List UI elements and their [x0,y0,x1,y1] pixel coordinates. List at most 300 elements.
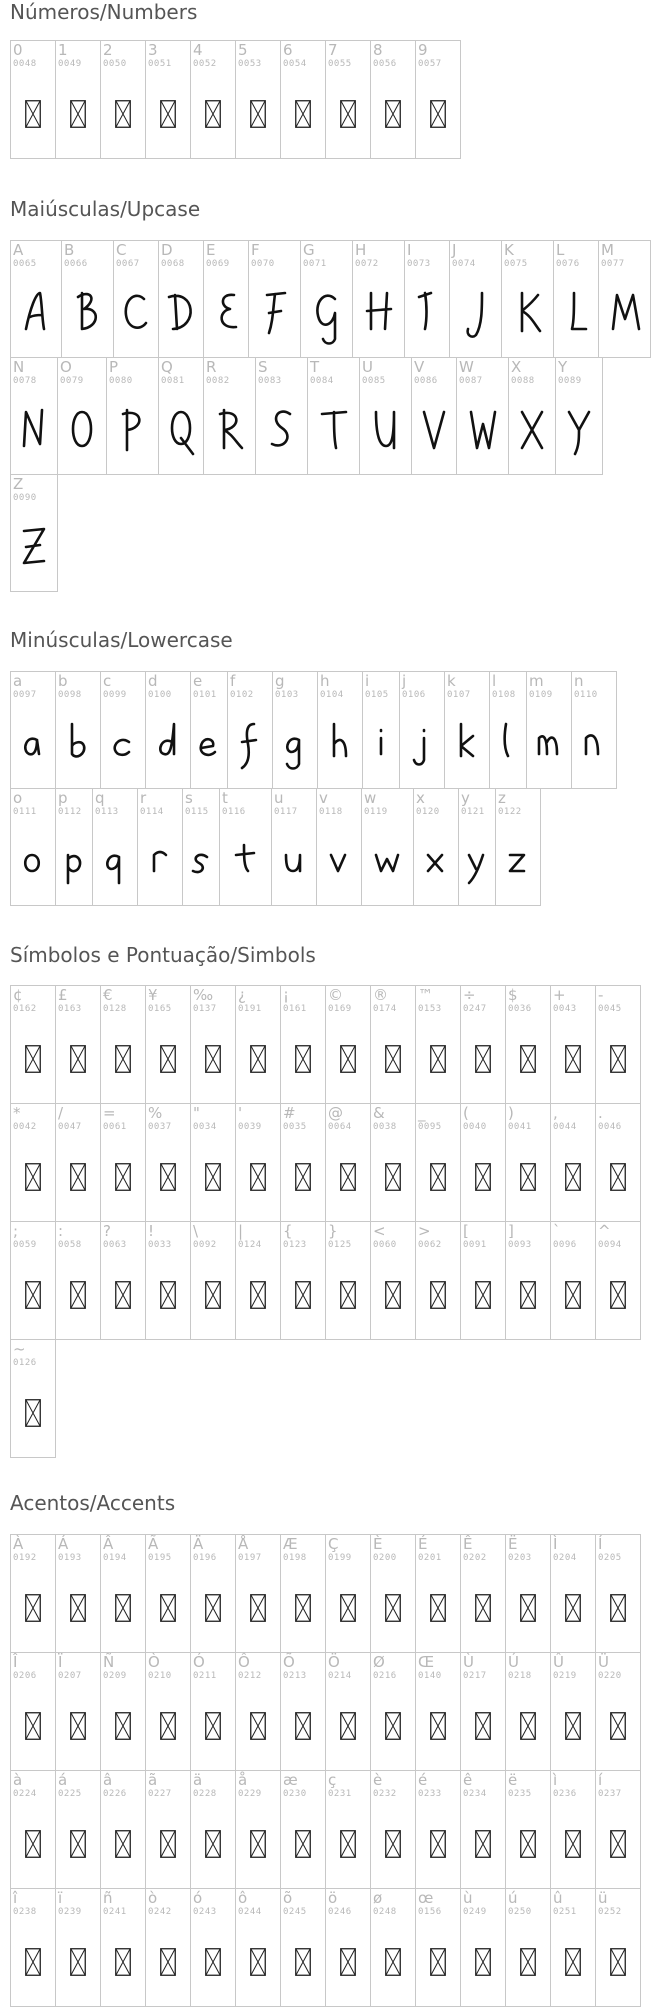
missing-glyph-icon [461,1681,505,1770]
char-label: Û [553,1653,564,1671]
char-label: G [303,241,315,259]
char-label: z [498,789,506,807]
char-cell [145,1103,191,1222]
char-code: 0205 [598,1553,622,1563]
missing-glyph-icon [506,1014,550,1103]
glyph-l-upper-icon [554,271,598,357]
char-label: e [193,672,203,690]
char-code: 0087 [459,376,483,386]
char-code: 0074 [452,259,476,269]
char-code: 0106 [402,690,426,700]
glyph-w-lower-icon [362,819,413,905]
char-label: Ø [373,1653,385,1671]
missing-glyph-icon [416,1563,460,1652]
char-code: 0116 [222,807,246,817]
char-label: E [206,241,216,259]
char-cell [595,1770,641,1889]
char-label: Ñ [103,1653,115,1671]
char-code: 0066 [64,259,88,269]
glyph-k-upper-icon [502,271,553,357]
char-code: 0245 [283,1907,307,1917]
char-cell [571,671,617,789]
char-cell [555,357,603,475]
char-label: ü [598,1889,608,1907]
char-code: 0225 [58,1789,82,1799]
char-code: 0078 [13,376,37,386]
glyph-m-upper-icon [599,271,650,357]
char-label: ë [508,1771,518,1789]
glyph-v-upper-icon [412,388,456,474]
char-label: # [283,1104,296,1122]
char-label: X [511,358,522,376]
char-code: 0203 [508,1553,532,1563]
char-cell [595,1534,641,1653]
glyph-k-lower-icon [445,702,489,788]
char-cell [325,1770,371,1889]
char-code: 0174 [373,1004,397,1014]
char-code: 0201 [418,1553,442,1563]
char-cell [100,1221,146,1340]
char-label: W [459,358,474,376]
missing-glyph-icon [146,1014,190,1103]
char-code: 0111 [13,807,37,817]
glyph-g-lower-icon [273,702,317,788]
missing-glyph-icon [191,1563,235,1652]
glyph-n-lower-icon [572,702,616,788]
missing-glyph-icon [461,1014,505,1103]
character-grid [10,40,650,159]
char-label: å [238,1771,248,1789]
char-code: 0196 [193,1553,217,1563]
missing-glyph-icon [236,1132,280,1221]
char-code: 0237 [598,1789,622,1799]
char-cell [595,1103,641,1222]
char-label: w [364,789,377,807]
glyph-h-upper-icon [353,271,404,357]
missing-glyph-icon [11,1132,55,1221]
char-cell [55,788,93,906]
char-cell [325,1103,371,1222]
char-code: 0115 [185,807,209,817]
char-label: ä [193,1771,203,1789]
char-label: Ö [328,1653,340,1671]
missing-glyph-icon [416,1917,460,2006]
missing-glyph-icon [56,1799,100,1888]
char-label: Y [558,358,568,376]
char-cell [325,1652,371,1771]
char-label: t [222,789,228,807]
char-label: . [598,1104,603,1122]
char-cell [598,240,651,358]
missing-glyph-icon [506,1250,550,1339]
missing-glyph-icon [371,1250,415,1339]
char-code: 0238 [13,1907,37,1917]
missing-glyph-icon [146,1917,190,2006]
char-label: ¡ [283,986,290,1004]
glyph-i-lower-icon [363,702,399,788]
char-cell [460,1103,506,1222]
missing-glyph-icon [101,1250,145,1339]
glyph-b-upper-icon [62,271,113,357]
char-label: d [148,672,158,690]
char-code: 0077 [601,259,625,269]
char-code: 0128 [103,1004,127,1014]
char-label: õ [283,1889,293,1907]
char-cell [370,1888,416,2007]
glyph-h-lower-icon [318,702,362,788]
char-cell [550,1103,596,1222]
char-label: © [328,986,343,1004]
char-cell [10,474,58,592]
glyph-y-lower-icon [459,819,495,905]
char-code: 0202 [463,1553,487,1563]
char-cell [190,1888,236,2007]
char-label: ¿ [238,986,246,1004]
char-cell [280,1770,326,1889]
missing-glyph-icon [596,1563,640,1652]
glyph-t-lower-icon [220,819,271,905]
char-code: 0084 [310,376,334,386]
char-cell [449,240,502,358]
char-label: ô [238,1889,248,1907]
missing-glyph-icon [551,1681,595,1770]
char-label: É [418,1535,428,1553]
char-label: L [556,241,565,259]
char-cell [361,788,414,906]
char-label: œ [418,1889,434,1907]
char-code: 0093 [508,1240,532,1250]
missing-glyph-icon [191,1681,235,1770]
glyph-z-upper-icon [11,505,57,591]
section-title: Maiúsculas/Upcase [10,197,201,221]
char-label: ¥ [148,986,158,1004]
char-code: 0108 [492,690,516,700]
char-cell [415,1770,461,1889]
char-cell [190,1652,236,1771]
char-code: 0227 [148,1789,172,1799]
char-cell [10,1770,56,1889]
char-cell [235,1770,281,1889]
char-label: - [598,986,604,1004]
char-cell [550,1534,596,1653]
char-cell [444,671,490,789]
char-cell [92,788,138,906]
char-label: 1 [58,41,68,59]
char-code: 0046 [598,1122,622,1132]
char-label: s [185,789,193,807]
missing-glyph-icon [551,1250,595,1339]
char-cell [158,357,204,475]
missing-glyph-icon [506,1563,550,1652]
char-cell [10,1534,56,1653]
char-code: 0113 [95,807,119,817]
char-label: k [447,672,456,690]
missing-glyph-icon [101,1799,145,1888]
char-code: 0053 [238,59,262,69]
char-cell [145,985,191,1104]
char-label: M [601,241,614,259]
missing-glyph-icon [596,1799,640,1888]
char-code: 0233 [418,1789,442,1799]
char-cell [10,357,58,475]
missing-glyph-icon [326,1681,370,1770]
char-cell [10,240,62,358]
glyph-b-lower-icon [56,702,100,788]
char-code: 0080 [109,376,133,386]
char-label: é [418,1771,428,1789]
glyph-w-upper-icon [457,388,508,474]
char-label: \ [193,1222,199,1240]
char-label: Ô [238,1653,250,1671]
char-code: 0117 [274,807,298,817]
missing-glyph-icon [236,69,280,158]
char-cell [145,1652,191,1771]
glyph-i-upper-icon [405,271,449,357]
char-label: U [362,358,373,376]
char-code: 0068 [161,259,185,269]
char-label: x [416,789,425,807]
char-cell [203,357,256,475]
char-label: } [328,1222,338,1240]
missing-glyph-icon [191,1132,235,1221]
char-code: 0126 [13,1358,37,1368]
missing-glyph-icon [191,1250,235,1339]
char-label: ' [238,1104,243,1122]
char-cell [489,671,527,789]
glyph-c-lower-icon [101,702,145,788]
char-code: 0037 [148,1122,172,1132]
char-label: Ò [148,1653,160,1671]
char-cell [203,240,249,358]
char-label: P [109,358,119,376]
char-label: Ó [193,1653,205,1671]
char-code: 0200 [373,1553,397,1563]
char-cell [106,357,159,475]
char-cell [370,1770,416,1889]
char-label: { [283,1222,293,1240]
char-label: 6 [283,41,293,59]
char-cell [280,1652,326,1771]
missing-glyph-icon [416,1681,460,1770]
char-cell [415,1888,461,2007]
missing-glyph-icon [371,69,415,158]
missing-glyph-icon [506,1799,550,1888]
char-code: 0220 [598,1671,622,1681]
char-code: 0048 [13,59,37,69]
char-cell [325,985,371,1104]
missing-glyph-icon [11,1681,55,1770]
char-label: ó [193,1889,203,1907]
char-cell [248,240,301,358]
char-cell [362,671,400,789]
char-label: $ [508,986,518,1004]
char-label: g [275,672,285,690]
char-cell [595,985,641,1104]
char-cell [411,357,457,475]
char-code: 0197 [238,1553,262,1563]
glyph-r-upper-icon [204,388,255,474]
char-label: % [148,1104,163,1122]
char-label: V [414,358,425,376]
char-code: 0105 [365,690,389,700]
section-title: Símbolos e Pontuação/Simbols [10,943,316,967]
char-label: ~ [13,1340,26,1358]
char-cell [190,1534,236,1653]
missing-glyph-icon [371,1132,415,1221]
char-cell [235,985,281,1104]
char-code: 0163 [58,1004,82,1014]
char-cell [100,985,146,1104]
char-cell [137,788,183,906]
missing-glyph-icon [281,1132,325,1221]
char-code: 0063 [103,1240,127,1250]
missing-glyph-icon [101,1132,145,1221]
missing-glyph-icon [101,1014,145,1103]
char-label: ú [508,1889,518,1907]
char-cell [370,985,416,1104]
char-code: 0091 [463,1240,487,1250]
char-label: Ï [58,1653,63,1671]
char-cell [300,240,353,358]
char-code: 0082 [206,376,230,386]
char-code: 0083 [258,376,282,386]
char-label: Å [238,1535,249,1553]
char-code: 0212 [238,1671,262,1681]
char-cell [190,985,236,1104]
glyph-y-upper-icon [556,388,602,474]
missing-glyph-icon [11,1917,55,2006]
missing-glyph-icon [551,1799,595,1888]
char-label: < [373,1222,386,1240]
char-cell [100,1888,146,2007]
char-label: Â [103,1535,114,1553]
char-cell [505,1534,551,1653]
missing-glyph-icon [461,1917,505,2006]
char-code: 0076 [556,259,580,269]
char-cell [55,40,101,159]
char-label: N [13,358,25,376]
char-code: 0073 [407,259,431,269]
char-code: 0067 [116,259,140,269]
char-code: 0104 [320,690,344,700]
char-cell [235,1534,281,1653]
missing-glyph-icon [326,1563,370,1652]
char-cell [100,1770,146,1889]
char-label: Æ [283,1535,298,1553]
char-cell [235,40,281,159]
char-code: 0204 [553,1553,577,1563]
char-cell [456,357,509,475]
char-code: 0226 [103,1789,127,1799]
char-label: a [13,672,23,690]
glyph-z-lower-icon [496,819,540,905]
char-cell [508,357,556,475]
char-label: f [230,672,236,690]
char-label: 8 [373,41,383,59]
char-label: " [193,1104,200,1122]
char-code: 0039 [238,1122,262,1132]
missing-glyph-icon [506,1132,550,1221]
char-cell [10,40,56,159]
char-cell [235,1652,281,1771]
missing-glyph-icon [326,1132,370,1221]
char-label: h [320,672,330,690]
char-code: 0118 [319,807,343,817]
char-cell [100,1534,146,1653]
char-cell [227,671,273,789]
char-label: p [58,789,68,807]
char-label: ? [103,1222,111,1240]
char-code: 0112 [58,807,82,817]
char-code: 0228 [193,1789,217,1799]
missing-glyph-icon [236,1799,280,1888]
char-label: y [461,789,470,807]
char-code: 0054 [283,59,307,69]
char-cell [145,1221,191,1340]
char-label: D [161,241,173,259]
char-code: 0140 [418,1671,442,1681]
char-code: 0232 [373,1789,397,1799]
missing-glyph-icon [596,1250,640,1339]
char-label: & [373,1104,385,1122]
char-label: ` [553,1222,561,1240]
char-label: À [13,1535,24,1553]
character-grid [10,240,650,592]
char-label: O [60,358,72,376]
char-label: b [58,672,68,690]
char-cell [255,357,308,475]
char-cell [505,1221,551,1340]
char-cell [460,985,506,1104]
char-label: A [13,241,24,259]
char-code: 0169 [328,1004,352,1014]
missing-glyph-icon [236,1563,280,1652]
char-cell [458,788,496,906]
missing-glyph-icon [551,1132,595,1221]
char-cell [550,1770,596,1889]
char-code: 0043 [553,1004,577,1014]
char-label: ] [508,1222,514,1240]
char-label: K [504,241,514,259]
char-label: l [492,672,497,690]
char-code: 0210 [148,1671,172,1681]
missing-glyph-icon [416,1014,460,1103]
char-cell [100,1652,146,1771]
glyph-v-lower-icon [317,819,361,905]
char-cell [550,1888,596,2007]
char-cell [271,788,317,906]
char-cell [280,1103,326,1222]
missing-glyph-icon [11,1368,55,1457]
char-code: 0153 [418,1004,442,1014]
missing-glyph-icon [326,69,370,158]
char-cell [145,1534,191,1653]
char-code: 0251 [553,1907,577,1917]
char-cell [235,1221,281,1340]
char-cell [460,1534,506,1653]
missing-glyph-icon [326,1250,370,1339]
char-cell [113,240,159,358]
missing-glyph-icon [11,1563,55,1652]
char-cell [10,1103,56,1222]
char-code: 0218 [508,1671,532,1681]
char-code: 0229 [238,1789,262,1799]
char-cell [280,40,326,159]
char-code: 0090 [13,493,37,503]
missing-glyph-icon [371,1681,415,1770]
char-label: = [103,1104,116,1122]
char-cell [190,1221,236,1340]
